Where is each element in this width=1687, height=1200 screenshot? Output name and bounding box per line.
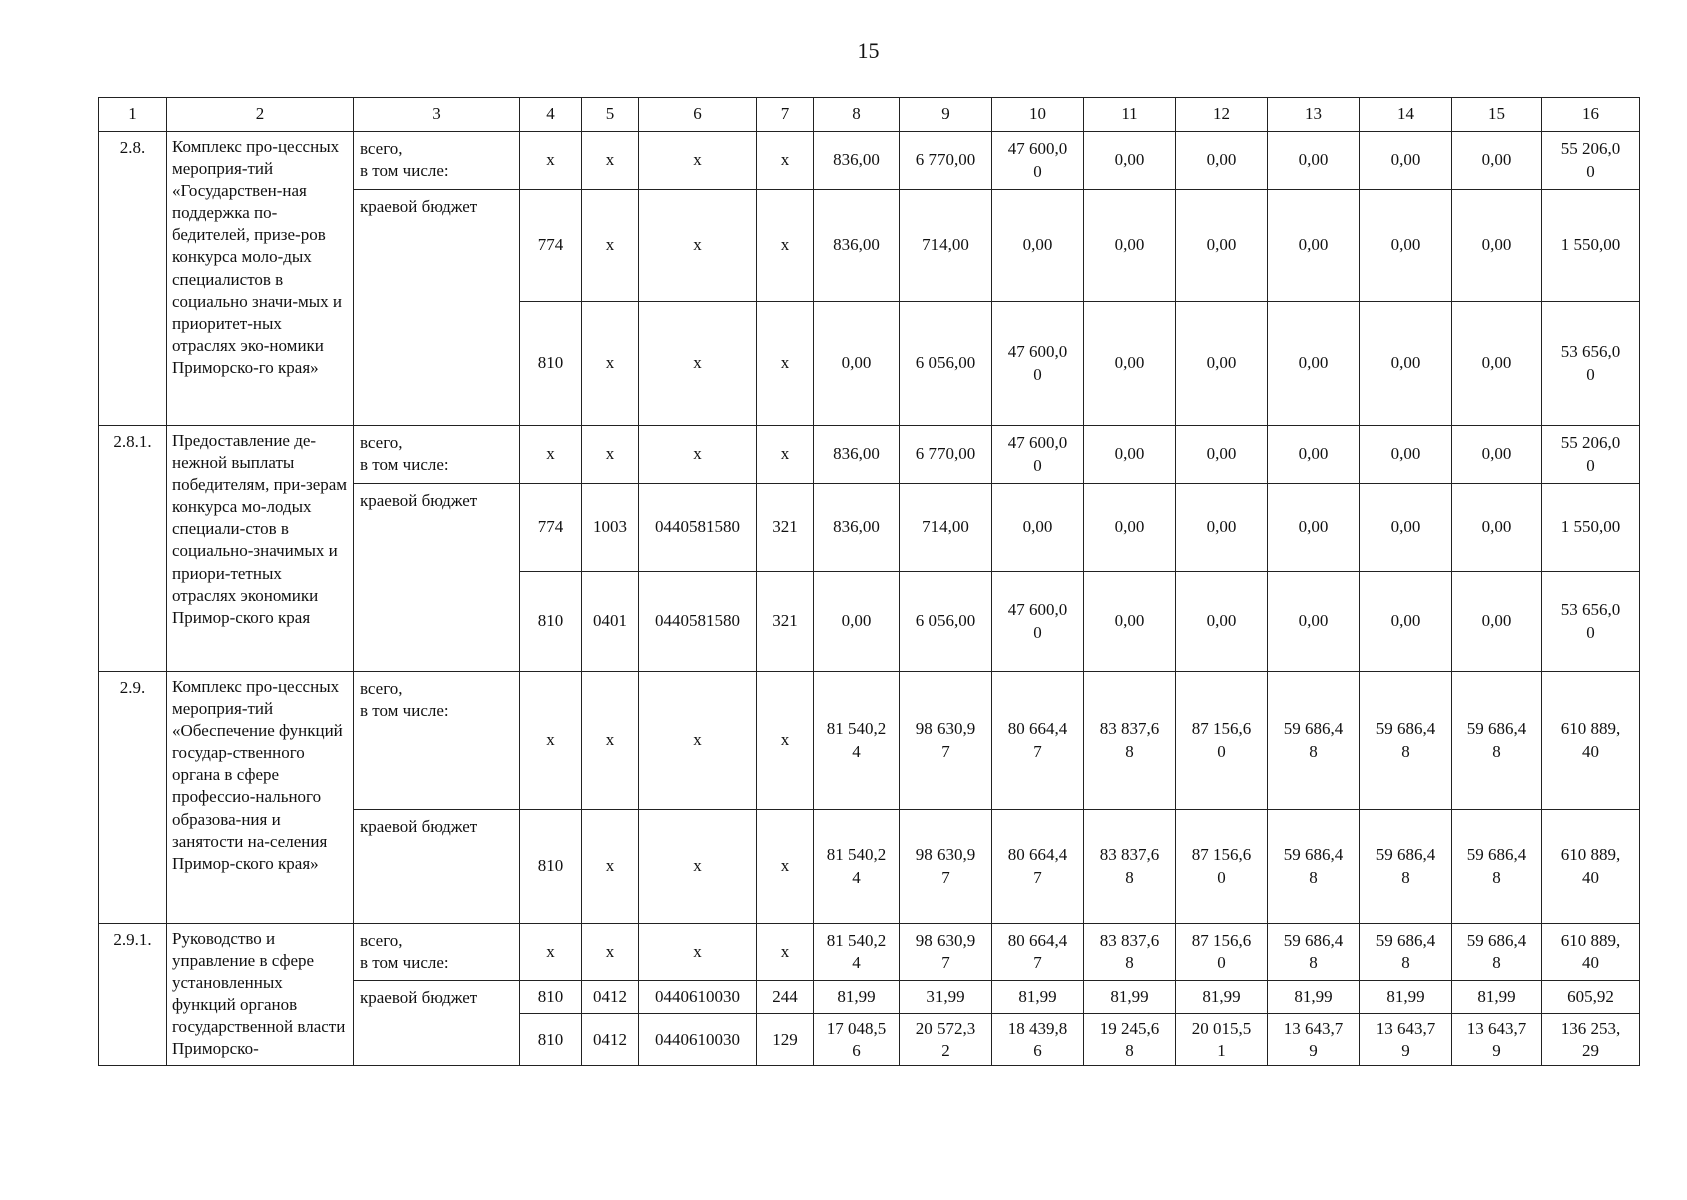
cell-col-10: 81,99: [992, 981, 1084, 1014]
header-cell-3: 3: [354, 98, 520, 132]
cell-col-8: 836,00: [814, 132, 900, 190]
cell-col-16: 610 889, 40: [1542, 924, 1640, 981]
cell-col-9: 6 770,00: [900, 132, 992, 190]
cell-col-9: 6 056,00: [900, 302, 992, 426]
header-cell-10: 10: [992, 98, 1084, 132]
cell-col-12: 81,99: [1176, 981, 1268, 1014]
row-number: 2.9.1.: [99, 924, 167, 1066]
cell-col-11: 0,00: [1084, 572, 1176, 672]
cell-col-14: 0,00: [1360, 132, 1452, 190]
cell-col-15: 0,00: [1452, 484, 1542, 572]
cell-col-5: 0401: [582, 572, 639, 672]
cell-col-13: 0,00: [1268, 302, 1360, 426]
row-name: Комплекс про-цессных мероприя-тий «Обеспечение функций государ-ственного органа в сфере профессио-нального образова-ния и занятости на-селения Примор-ского края»: [167, 672, 354, 924]
header-cell-12: 12: [1176, 98, 1268, 132]
cell-col-15: 59 686,4 8: [1452, 924, 1542, 981]
cell-col-16: 53 656,0 0: [1542, 572, 1640, 672]
cell-col-11: 0,00: [1084, 484, 1176, 572]
cell-col-12: 87 156,6 0: [1176, 810, 1268, 924]
cell-col-14: 59 686,4 8: [1360, 924, 1452, 981]
cell-col-16: 55 206,0 0: [1542, 426, 1640, 484]
cell-col-6: x: [639, 672, 757, 810]
cell-col-14: 59 686,4 8: [1360, 672, 1452, 810]
table-row: [99, 924, 1640, 981]
cell-col-8: 836,00: [814, 484, 900, 572]
cell-col-8: 81 540,2 4: [814, 672, 900, 810]
cell-col-5: x: [582, 302, 639, 426]
cell-col-11: 0,00: [1084, 426, 1176, 484]
header-cell-1: 1: [99, 98, 167, 132]
cell-col-16: 610 889, 40: [1542, 810, 1640, 924]
source-total-label: всего, в том числе:: [354, 132, 520, 190]
cell-col-15: 0,00: [1452, 426, 1542, 484]
cell-col-7: 321: [757, 484, 814, 572]
cell-col-8: 0,00: [814, 302, 900, 426]
cell-col-6: 0440581580: [639, 484, 757, 572]
cell-col-5: 1003: [582, 484, 639, 572]
cell-col-8: 81,99: [814, 981, 900, 1014]
cell-col-12: 0,00: [1176, 572, 1268, 672]
cell-col-8: 81 540,2 4: [814, 810, 900, 924]
cell-col-14: 0,00: [1360, 484, 1452, 572]
header-cell-8: 8: [814, 98, 900, 132]
cell-col-11: 83 837,6 8: [1084, 924, 1176, 981]
cell-col-5: x: [582, 426, 639, 484]
cell-col-6: x: [639, 302, 757, 426]
table-row: [99, 426, 1640, 484]
header-row: [99, 98, 1640, 132]
cell-col-7: 321: [757, 572, 814, 672]
header-cell-15: 15: [1452, 98, 1542, 132]
cell-col-4: 810: [520, 981, 582, 1014]
cell-col-13: 59 686,4 8: [1268, 924, 1360, 981]
page-number: 15: [857, 38, 880, 63]
cell-col-15: 81,99: [1452, 981, 1542, 1014]
cell-col-10: 47 600,0 0: [992, 302, 1084, 426]
cell-col-12: 20 015,5 1: [1176, 1014, 1268, 1066]
cell-col-7: x: [757, 426, 814, 484]
cell-col-5: x: [582, 132, 639, 190]
table-row: [99, 672, 1640, 810]
cell-col-11: 83 837,6 8: [1084, 672, 1176, 810]
cell-col-6: 0440610030: [639, 981, 757, 1014]
cell-col-8: 0,00: [814, 572, 900, 672]
budget-table: [98, 97, 1640, 1066]
source-total-label: всего, в том числе:: [354, 924, 520, 981]
cell-col-16: 53 656,0 0: [1542, 302, 1640, 426]
cell-col-15: 0,00: [1452, 302, 1542, 426]
cell-col-4: 774: [520, 484, 582, 572]
cell-col-8: 81 540,2 4: [814, 924, 900, 981]
cell-col-13: 13 643,7 9: [1268, 1014, 1360, 1066]
cell-col-5: x: [582, 924, 639, 981]
cell-col-16: 1 550,00: [1542, 190, 1640, 302]
source-budget-label: краевой бюджет: [354, 810, 520, 924]
cell-col-14: 0,00: [1360, 190, 1452, 302]
cell-col-9: 98 630,9 7: [900, 672, 992, 810]
cell-col-11: 83 837,6 8: [1084, 810, 1176, 924]
cell-col-7: x: [757, 810, 814, 924]
cell-col-4: 810: [520, 572, 582, 672]
cell-col-4: x: [520, 672, 582, 810]
cell-col-13: 0,00: [1268, 572, 1360, 672]
cell-col-9: 6 770,00: [900, 426, 992, 484]
cell-col-7: x: [757, 190, 814, 302]
header-cell-14: 14: [1360, 98, 1452, 132]
cell-col-11: 0,00: [1084, 132, 1176, 190]
cell-col-6: x: [639, 190, 757, 302]
cell-col-15: 13 643,7 9: [1452, 1014, 1542, 1066]
cell-col-5: x: [582, 672, 639, 810]
cell-col-7: x: [757, 672, 814, 810]
cell-col-7: x: [757, 302, 814, 426]
header-cell-9: 9: [900, 98, 992, 132]
cell-col-6: 0440610030: [639, 1014, 757, 1066]
cell-col-10: 80 664,4 7: [992, 810, 1084, 924]
table-row: [99, 132, 1640, 190]
cell-col-13: 59 686,4 8: [1268, 810, 1360, 924]
cell-col-7: x: [757, 132, 814, 190]
cell-col-4: 810: [520, 302, 582, 426]
cell-col-6: x: [639, 132, 757, 190]
header-cell-13: 13: [1268, 98, 1360, 132]
row-number: 2.8.1.: [99, 426, 167, 672]
header-cell-7: 7: [757, 98, 814, 132]
cell-col-9: 31,99: [900, 981, 992, 1014]
cell-col-12: 0,00: [1176, 426, 1268, 484]
cell-col-15: 0,00: [1452, 132, 1542, 190]
cell-col-15: 0,00: [1452, 572, 1542, 672]
cell-col-11: 19 245,6 8: [1084, 1014, 1176, 1066]
header-cell-5: 5: [582, 98, 639, 132]
source-budget-label: краевой бюджет: [354, 190, 520, 426]
row-name: Комплекс про-цессных мероприя-тий «Государствен-ная поддержка по-бедителей, призе-ров конкурса моло-дых специалистов в социально значи-мых и приоритет-ных отраслях эко-номики Приморско-го края»: [167, 132, 354, 426]
cell-col-4: 810: [520, 1014, 582, 1066]
cell-col-4: 810: [520, 810, 582, 924]
cell-col-6: x: [639, 810, 757, 924]
cell-col-10: 0,00: [992, 484, 1084, 572]
cell-col-12: 87 156,6 0: [1176, 924, 1268, 981]
row-name: Предоставление де-нежной выплаты победителям, при-зерам конкурса мо-лодых специали-стов в социально-значимых и приори-тетных отраслях экономики Примор-ского края: [167, 426, 354, 672]
cell-col-12: 0,00: [1176, 484, 1268, 572]
cell-col-10: 47 600,0 0: [992, 132, 1084, 190]
cell-col-8: 17 048,5 6: [814, 1014, 900, 1066]
cell-col-13: 0,00: [1268, 190, 1360, 302]
cell-col-9: 714,00: [900, 484, 992, 572]
cell-col-16: 610 889, 40: [1542, 672, 1640, 810]
source-total-label: всего, в том числе:: [354, 672, 520, 810]
cell-col-12: 0,00: [1176, 190, 1268, 302]
cell-col-14: 13 643,7 9: [1360, 1014, 1452, 1066]
cell-col-5: 0412: [582, 1014, 639, 1066]
row-number: 2.9.: [99, 672, 167, 924]
cell-col-13: 59 686,4 8: [1268, 672, 1360, 810]
source-budget-label: краевой бюджет: [354, 981, 520, 1066]
cell-col-12: 0,00: [1176, 302, 1268, 426]
cell-col-9: 98 630,9 7: [900, 810, 992, 924]
header-cell-2: 2: [167, 98, 354, 132]
cell-col-16: 136 253, 29: [1542, 1014, 1640, 1066]
cell-col-8: 836,00: [814, 190, 900, 302]
cell-col-16: 1 550,00: [1542, 484, 1640, 572]
cell-col-6: 0440581580: [639, 572, 757, 672]
cell-col-4: x: [520, 426, 582, 484]
cell-col-14: 59 686,4 8: [1360, 810, 1452, 924]
cell-col-5: x: [582, 190, 639, 302]
cell-col-9: 20 572,3 2: [900, 1014, 992, 1066]
cell-col-10: 18 439,8 6: [992, 1014, 1084, 1066]
cell-col-7: 129: [757, 1014, 814, 1066]
cell-col-12: 0,00: [1176, 132, 1268, 190]
cell-col-10: 80 664,4 7: [992, 672, 1084, 810]
cell-col-14: 81,99: [1360, 981, 1452, 1014]
cell-col-16: 55 206,0 0: [1542, 132, 1640, 190]
row-name: Руководство и управление в сфере установленных функций органов государственной власти Приморско-: [167, 924, 354, 1066]
cell-col-10: 80 664,4 7: [992, 924, 1084, 981]
cell-col-9: 714,00: [900, 190, 992, 302]
cell-col-15: 0,00: [1452, 190, 1542, 302]
header-cell-16: 16: [1542, 98, 1640, 132]
cell-col-4: 774: [520, 190, 582, 302]
source-budget-label: краевой бюджет: [354, 484, 520, 672]
cell-col-10: 0,00: [992, 190, 1084, 302]
cell-col-14: 0,00: [1360, 302, 1452, 426]
cell-col-10: 47 600,0 0: [992, 572, 1084, 672]
header-cell-4: 4: [520, 98, 582, 132]
cell-col-11: 0,00: [1084, 190, 1176, 302]
cell-col-11: 81,99: [1084, 981, 1176, 1014]
cell-col-11: 0,00: [1084, 302, 1176, 426]
header-cell-6: 6: [639, 98, 757, 132]
row-number: 2.8.: [99, 132, 167, 426]
cell-col-4: x: [520, 924, 582, 981]
cell-col-5: x: [582, 810, 639, 924]
cell-col-16: 605,92: [1542, 981, 1640, 1014]
cell-col-13: 0,00: [1268, 132, 1360, 190]
cell-col-15: 59 686,4 8: [1452, 810, 1542, 924]
cell-col-4: x: [520, 132, 582, 190]
cell-col-5: 0412: [582, 981, 639, 1014]
cell-col-13: 0,00: [1268, 484, 1360, 572]
cell-col-13: 81,99: [1268, 981, 1360, 1014]
cell-col-13: 0,00: [1268, 426, 1360, 484]
cell-col-7: x: [757, 924, 814, 981]
cell-col-12: 87 156,6 0: [1176, 672, 1268, 810]
cell-col-9: 6 056,00: [900, 572, 992, 672]
cell-col-14: 0,00: [1360, 426, 1452, 484]
cell-col-14: 0,00: [1360, 572, 1452, 672]
source-total-label: всего, в том числе:: [354, 426, 520, 484]
cell-col-15: 59 686,4 8: [1452, 672, 1542, 810]
cell-col-10: 47 600,0 0: [992, 426, 1084, 484]
cell-col-6: x: [639, 426, 757, 484]
cell-col-9: 98 630,9 7: [900, 924, 992, 981]
cell-col-6: x: [639, 924, 757, 981]
cell-col-7: 244: [757, 981, 814, 1014]
cell-col-8: 836,00: [814, 426, 900, 484]
header-cell-11: 11: [1084, 98, 1176, 132]
